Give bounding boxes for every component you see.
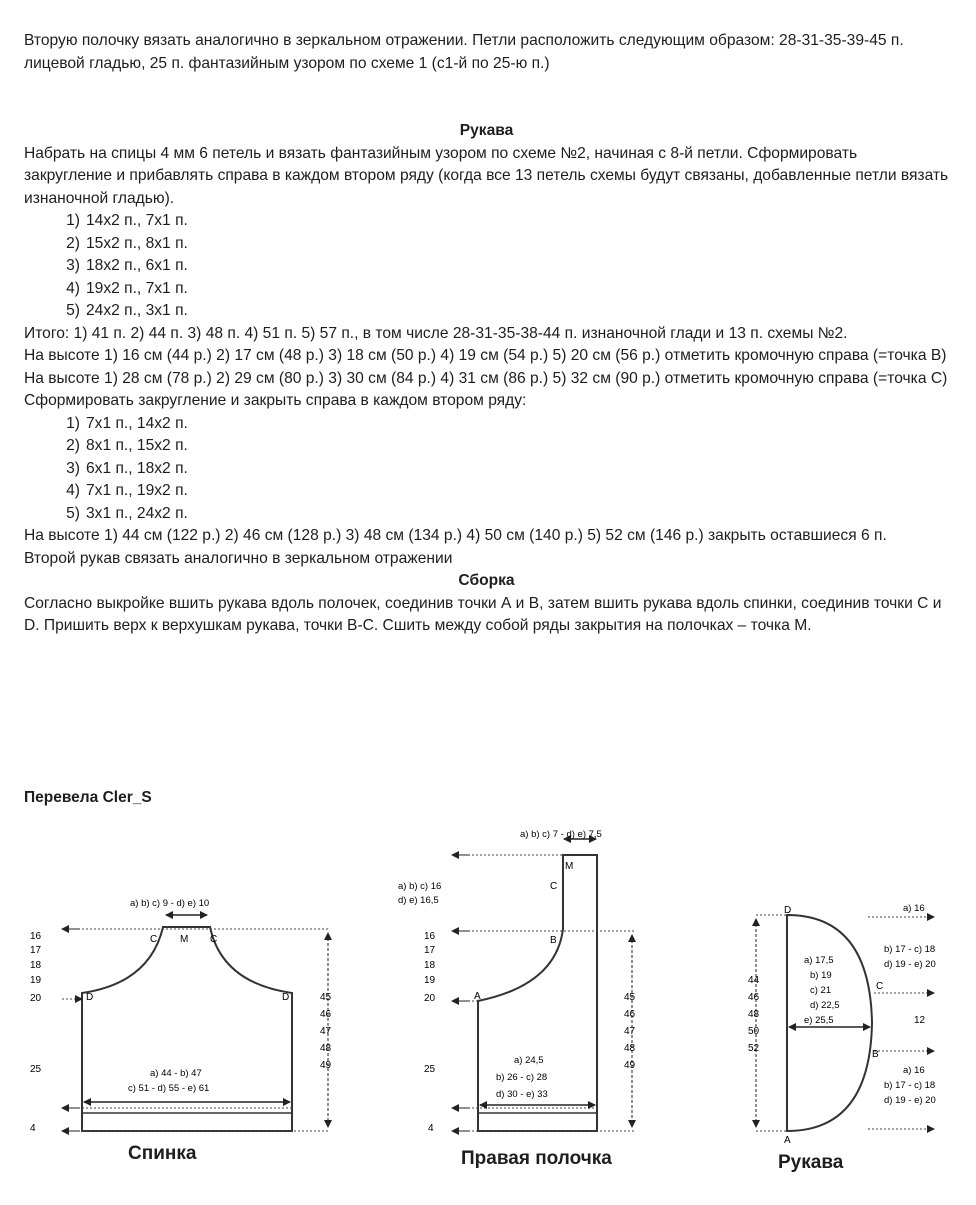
sleeve-top-right: b) 17 - c) 18 (884, 944, 936, 955)
sleeve-mid-right: 12 (914, 1015, 926, 1026)
back-left-mark: 16 (30, 931, 42, 942)
sleeve-left-mark: 48 (748, 1009, 760, 1020)
list-item: 3) 18x2 п., 6x1 п. (66, 257, 188, 274)
sleeve-left-mark: 44 (748, 975, 760, 986)
back-right-mark: 46 (320, 1009, 332, 1020)
sleeve-width: a) 17,5 (804, 955, 834, 966)
list-item: 1) 14x2 п., 7x1 п. (66, 212, 188, 229)
list-item: 4) 19x2 п., 7x1 п. (66, 279, 188, 297)
back-right-mark: 45 (320, 992, 332, 1003)
sleeve-top-right: d) 19 - e) 20 (884, 959, 936, 970)
front-right-mark: 49 (624, 1060, 636, 1071)
front-right-mark: 46 (624, 1009, 636, 1020)
list-item: 3) 6x1 п., 18x2 п. (66, 459, 188, 477)
back-body-height: 25 (30, 1064, 42, 1075)
back-caption: Спинка (128, 1143, 197, 1164)
front-body-height: 25 (424, 1064, 436, 1075)
back-right-mark: 48 (320, 1043, 332, 1054)
sleeve-point-a: A (784, 1135, 791, 1146)
sleeve-bottom-right: a) 16 (903, 1065, 925, 1076)
front-width-1: a) 24,5 (514, 1055, 544, 1066)
list-item: 4) 7x1 п., 19x2 п. (66, 482, 188, 499)
back-point-d-right: D (282, 992, 290, 1003)
sleeve-width: d) 22,5 (810, 1000, 840, 1011)
front-point-a: A (474, 991, 481, 1002)
back-width-1: a) 44 - b) 47 (150, 1068, 202, 1079)
back-left-mark: 17 (30, 945, 42, 956)
front-left-mark: 19 (424, 975, 436, 986)
pattern-diagrams (0, 805, 976, 1200)
sleeve-caption: Рукава (778, 1152, 844, 1173)
back-right-mark: 49 (320, 1060, 332, 1071)
back-hem: 4 (30, 1123, 36, 1134)
sleeve-width: e) 25,5 (804, 1015, 834, 1026)
front-caption: Правая полочка (461, 1148, 612, 1169)
sleeve-width: b) 19 (810, 970, 832, 981)
assembly-text: Согласно выкройке вшить рукава вдоль полочек, соединив точки А и В, затем вшить рукава вдоль спинки, соединив точки С и D. Пришить верх к верхушкам рукава, точки В-С. Сшить между собой ряды закрытия на полочках – точка М. (24, 594, 942, 634)
back-point-c2: C (210, 934, 218, 945)
sleeve-point-c: C (876, 981, 884, 992)
sleeve-point-d: D (784, 905, 792, 916)
front-neck-1: a) b) c) 16 (398, 881, 442, 892)
sleeves-intro: Набрать на спицы 4 мм 6 петель и вязать фантазийным узором по схеме №2, начиная с 8-й петли. Сформировать закругление и прибавлять справа в каждом втором ряду (когда все 13 петель схемы будут связаны, добавленные петли вязать изнаночной гладью). (24, 144, 949, 207)
front-left-mark: 18 (424, 960, 436, 971)
front-width-2: b) 26 - c) 28 (496, 1072, 548, 1083)
back-width-2: c) 51 - d) 55 - e) 61 (128, 1083, 210, 1094)
list-item: 1) 7x1 п., 14x2 п. (66, 414, 188, 432)
front-point-c: C (550, 881, 558, 892)
decrease-list (24, 413, 949, 526)
back-left-mark: 19 (30, 975, 42, 986)
front-point-m: M (565, 861, 574, 872)
assembly-title: Сборка (458, 572, 515, 589)
sleeve-bottom-right: d) 19 - e) 20 (884, 1095, 936, 1106)
sleeve-diagram (748, 903, 936, 1146)
second-sleeve: Второй рукав связать аналогично в зеркальном отражении (24, 549, 453, 567)
total-paragraph: Итого: 1) 41 п. 2) 44 п. 3) 48 п. 4) 51 п. 5) 57 п., в том числе 28-31-35-38-44 п. изнаночной глади и 13 п. схемы №2. (24, 324, 848, 342)
sleeve-width: c) 21 (810, 985, 832, 996)
list-item: 2) 8x1 п., 15x2 п. (66, 437, 188, 454)
back-left-mark: 20 (30, 993, 42, 1004)
back-right-mark: 47 (320, 1026, 332, 1037)
front-left-mark: 17 (424, 945, 436, 956)
sleeve-left-mark: 50 (748, 1026, 760, 1037)
back-outline (82, 927, 292, 1131)
back-point-c: C (150, 934, 158, 945)
front-right-mark: 48 (624, 1043, 636, 1054)
front-right-mark: 45 (624, 992, 636, 1003)
sleeve-left-mark: 46 (748, 992, 760, 1003)
sleeves-section (24, 120, 949, 638)
sleeve-point-b: B (872, 1049, 879, 1060)
front-left-mark: 20 (424, 993, 436, 1004)
front-neck-2: d) e) 16,5 (398, 895, 439, 906)
sleeves-title: Рукава (459, 122, 514, 139)
back-point-d-left: D (86, 992, 94, 1003)
back-top-width: a) b) c) 9 - d) e) 10 (130, 898, 210, 909)
back-left-mark: 18 (30, 960, 42, 971)
sleeve-bottom-right: b) 17 - c) 18 (884, 1080, 936, 1091)
front-left-mark: 16 (424, 931, 436, 942)
close-intro: Сформировать закругление и закрыть справа в каждом втором ряду: (24, 392, 527, 409)
front-top-width: a) b) c) 7 - d) e) 7,5 (520, 829, 602, 840)
front-width-3: d) 30 - e) 33 (496, 1089, 548, 1100)
list-item: 5) 24x2 п., 3x1 п. (66, 302, 188, 319)
front-hem: 4 (428, 1123, 434, 1134)
front-diagram (398, 829, 636, 1134)
increase-list (24, 210, 949, 323)
height-point-b: На высоте 1) 16 см (44 р.) 2) 17 см (48 р.) 3) 18 см (50 р.) 4) 19 см (54 р.) 5) 20 см (56 р.) отметить кромочную справа (=точка В) (24, 347, 947, 364)
list-item: 2) 15x2 п., 8x1 п. (66, 234, 188, 252)
front-right-mark: 47 (624, 1026, 636, 1037)
back-diagram (30, 898, 332, 1134)
list-item: 5) 3x1 п., 24x2 п. (66, 504, 188, 522)
sleeve-top-right: a) 16 (903, 903, 925, 914)
height-close: На высоте 1) 44 см (122 р.) 2) 46 см (128 р.) 3) 48 см (134 р.) 4) 50 см (140 р.) 5) 52 см (146 р.) закрыть оставшиеся 6 п. (24, 527, 887, 544)
translator-credit: Перевела Cler_S (24, 789, 152, 806)
sleeve-left-mark: 52 (748, 1043, 760, 1054)
intro-paragraph: Вторую полочку вязать аналогично в зеркальном отражении. Петли расположить следующим образом: 28-31-35-39-45 п. лицевой гладью, 25 п. фантазийным узором по схеме 1 (с1-й по 25-ю п.) (24, 32, 904, 72)
diagram-canvas (0, 805, 976, 1200)
height-point-c: На высоте 1) 28 см (78 р.) 2) 29 см (80 р.) 3) 30 см (84 р.) 4) 31 см (86 р.) 5) 32 см (90 р.) отметить кромочную справа (=точка С) (24, 369, 948, 387)
front-point-b: B (550, 935, 557, 946)
back-point-m: M (180, 934, 189, 945)
